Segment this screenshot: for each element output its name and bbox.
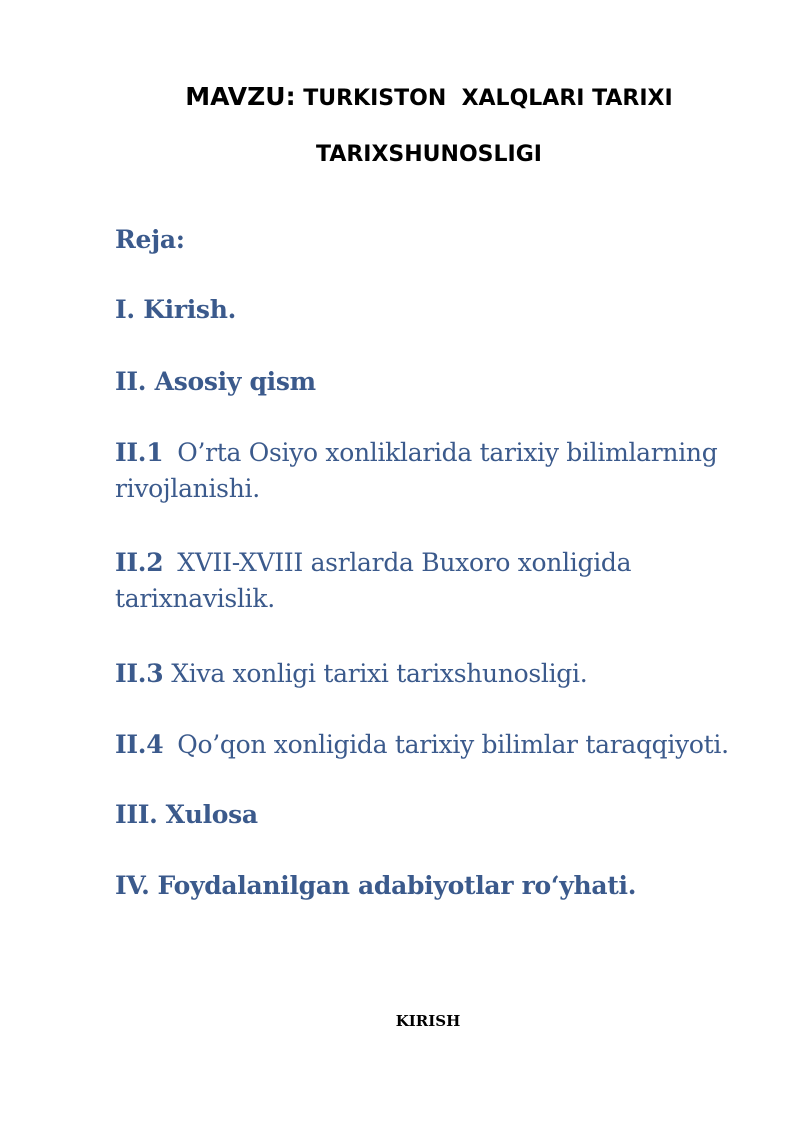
section-heading-introduction: KIRISH [395,1012,461,1030]
plan-item-number: II.2 [115,548,164,577]
plan-item-references [115,868,755,904]
plan-item-main-part [115,364,755,400]
title-main: TURKISTON XALQLARI TARIXI [295,86,673,111]
plan-item-number: II.4 [115,730,164,759]
plan-item-text: Xulosa [165,800,258,829]
plan-item-number: II.1 [115,438,164,467]
plan-item-2-1 [115,435,755,507]
plan-item-2-4 [115,727,755,763]
plan-item-number: III. [115,800,158,829]
plan-item-text: Kirish. [143,295,236,324]
plan-item-2-2 [115,545,755,617]
plan-item-text: Xiva xonligi tarixi tarixshunosligi. [171,659,588,688]
plan-item-text: Foydalanilgan adabiyotlar ro‘yhati. [157,871,637,900]
plan-item-text: O’rta Osiyo xonliklarida tarixiy bilimlarning rivojlanishi. [115,438,718,503]
plan-item-text: Asosiy qism [154,367,316,396]
title-prefix: MAVZU: [185,82,296,111]
plan-item-number: II.3 [115,659,164,688]
plan-heading: Reja: [115,225,185,254]
plan-item-text: Qo’qon xonligida tarixiy bilimlar taraqqiyoti. [177,730,729,759]
plan-item-2-3 [115,656,755,692]
document-title-line-2: TARIXSHUNOSLIGI [316,142,542,167]
plan-item-number: IV. [115,871,150,900]
plan-item-number: II. [115,367,147,396]
plan-item-number: I. [115,295,135,324]
plan-item-text: XVII-XVIII asrlarda Buxoro xonligida tarixnavislik. [115,548,632,613]
plan-item-conclusion [115,797,755,833]
document-title-line-1 [0,82,800,111]
plan-item-introduction [115,292,755,328]
